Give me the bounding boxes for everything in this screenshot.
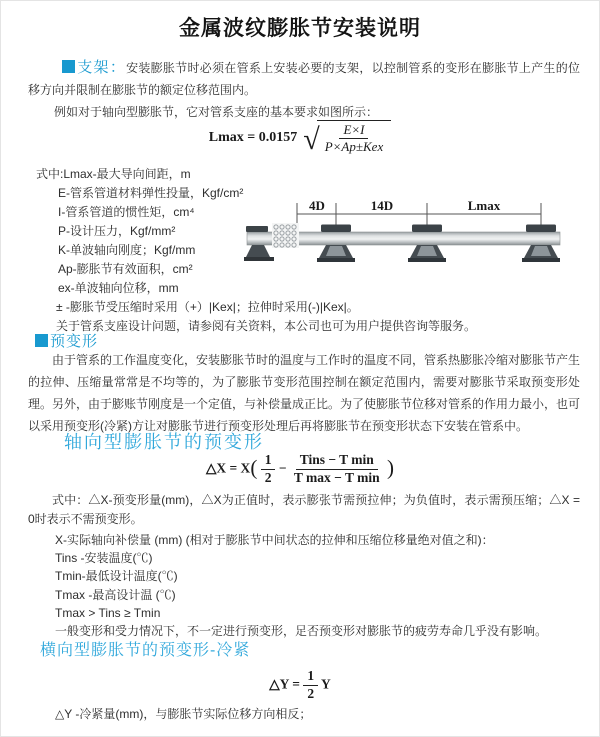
axial-definitions-list: [55, 531, 547, 640]
axial-formula: [0, 452, 600, 487]
dimension-label-lmax: Lmax: [467, 198, 501, 213]
definition-line: I-管系管道的惯性矩，cm⁴: [58, 205, 195, 219]
lateral-subsection-header: 横向型膨胀节的预变形-冷紧: [40, 642, 251, 659]
predeform-header-text: 预变形: [50, 333, 99, 350]
definition-line: K-单波轴向刚度；Kgf/mm: [58, 243, 196, 257]
lmax-fraction-numerator: E×I: [339, 122, 368, 139]
definition-line: ex-单波轴向位移，mm: [58, 281, 179, 295]
definition-line: Ap-膨胀节有效面积，cm²: [58, 262, 193, 276]
lateral-half-denominator: 2: [307, 685, 315, 701]
lateral-half-numerator: 1: [303, 668, 318, 686]
lmax-fraction: [321, 122, 388, 156]
definition-line: 式中:Lmax-最大导向间距，m: [36, 167, 191, 181]
tmax-definition-line: Tmax -最高设计温 (℃): [55, 587, 176, 602]
lmax-fraction-denominator: P×Ap±Kex: [324, 139, 384, 155]
tins-definition-line: Tins -安装温度(℃): [55, 551, 153, 566]
page-title: 金属波纹膨胀节安装说明: [179, 17, 421, 40]
axial-note-line: 一般变形和受力情况下，不一定进行预变形，足否预变形对膨胀节的疲劳寿命几乎没有影响。: [55, 624, 548, 639]
lateral-formula: [0, 668, 600, 703]
section-marker-icon: [35, 334, 48, 347]
temperature-inequality: Tmax > Tins ≥ Tmin: [55, 605, 161, 620]
dimension-label-14d: 14D: [370, 198, 394, 213]
plusminus-note: ± -膨胀节受压缩时采用（+）|Kex|；拉伸时采用(-)|Kex|。: [56, 300, 359, 314]
axial-subsection-header: 轴向型膨胀节的预变形: [64, 432, 264, 452]
definition-line: E-管系管道材料弹性投量，Kgf/cm²: [58, 186, 244, 200]
lateral-formula-rhs: Y: [320, 676, 331, 692]
axial-formula-lhs: △X = X: [205, 460, 251, 476]
radical-vinculum: [317, 120, 392, 156]
radical-sign: √: [303, 122, 320, 156]
lmax-formula-prefix: Lmax = 0.0157: [208, 129, 298, 145]
support-intro-text: 安装膨胀节时必须在管系上安装必要的支架，以控制管系的变形在膨胀节上产生的位移方向并限制在膨胀节的额定位移范围内。: [28, 61, 580, 97]
support-example-line: 例如对于轴向型膨胀节，它对管系支座的基本要求如图所示：: [54, 105, 379, 119]
lateral-half-fraction: [303, 668, 318, 703]
temperature-fraction-denominator: T max − T min: [293, 469, 380, 485]
support-section-label-text: 支架：: [77, 59, 127, 76]
tmin-definition-line: Tmin-最低设计温度(℃): [55, 569, 178, 584]
half-numerator: 1: [261, 452, 276, 470]
support-section-label: [62, 59, 126, 76]
temperature-fraction-numerator: Tins − T min: [296, 452, 378, 470]
lmax-formula: [0, 120, 600, 157]
pipe-support-diagram: [243, 196, 565, 296]
left-paren: (: [250, 455, 258, 480]
half-denominator: 2: [264, 469, 272, 485]
support-intro-paragraph: [28, 57, 580, 101]
lateral-formula-lhs: △Y =: [269, 676, 300, 692]
minus-sign: −: [278, 460, 287, 476]
temperature-fraction: [290, 452, 384, 487]
definition-line: P-设计压力，Kgf/mm²: [58, 224, 176, 238]
predeform-section-header: [35, 330, 98, 351]
half-fraction: [261, 452, 276, 487]
predeform-body-paragraph: 由于管系的工作温度变化，安装膨胀节时的温度与工作时的温度不同，管系热膨胀冷缩对膨胀节产生的拉伸、压缩量常常是不均等的，为了膨胀节变形范围控制在额定范围内，需要对膨胀节采取预变形处理。另外，由于膨账节刚度是一个定值，与补偿量成正比。为了使膨胀节位移对管系的作用力最小，也可以采用预变形(冷紧)方让对膨胀节进行预变形处理后再将膨胀节在预变形状态下安装在管系中。: [28, 353, 581, 433]
x-definition-line: X-实际轴向补偿量 (mm) (相对于膨胀节中间状态的拉伸和压缩位移量绝对值之和)：: [55, 533, 494, 547]
dimension-label-4d: 4D: [309, 198, 325, 213]
axial-shizhong-paragraph: 式中：△X-预变形量(mm)，△X为正值时，表示膨张节需预拉伸；为负值时，表示需预压缩；△X = 0时表示不需预变形。: [28, 493, 580, 526]
lateral-note-line: △Y -冷紧量(mm)，与膨胀节实际位移方向相反；: [55, 707, 312, 721]
bellows: [272, 223, 299, 248]
consult-note: 关于管系支座设计问题，请参阅有关资料，本公司也可为用户提供咨询等服务。: [56, 319, 477, 333]
section-marker-icon: [62, 60, 75, 73]
right-paren: ): [387, 455, 394, 480]
